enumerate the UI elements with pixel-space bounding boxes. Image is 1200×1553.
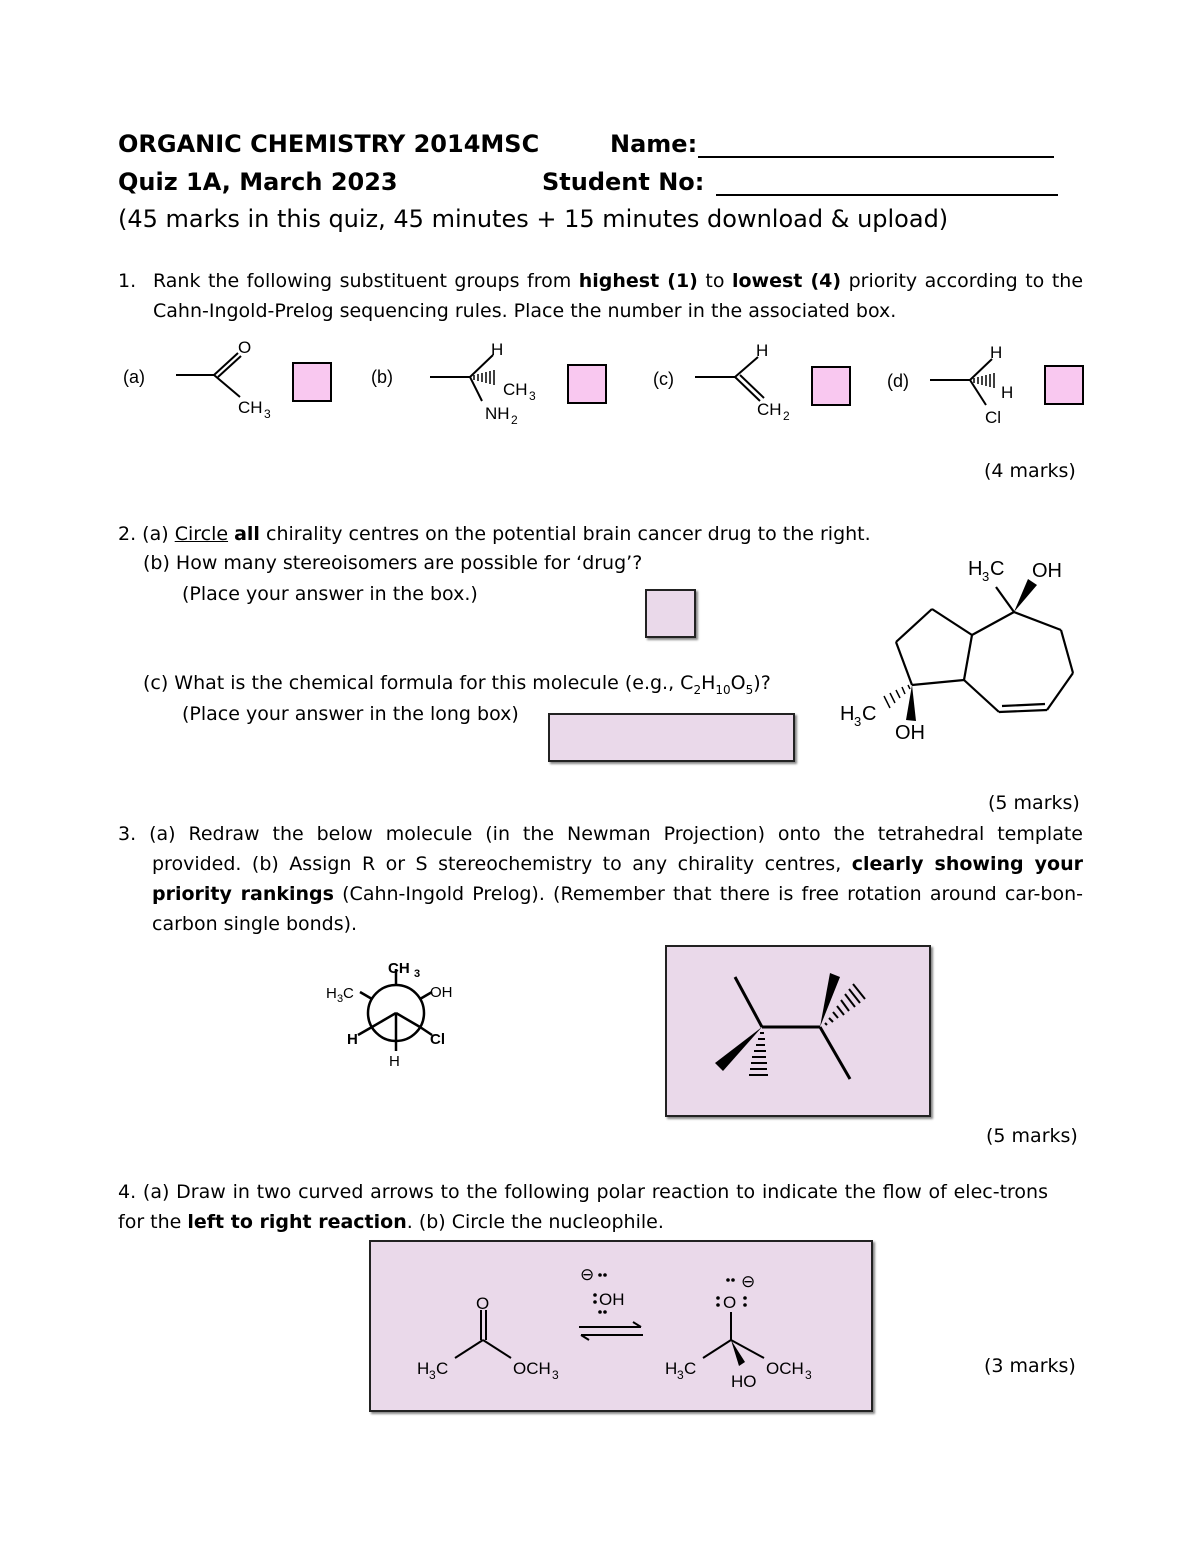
name-label: Name:: [610, 130, 698, 158]
q2-drug-structure: [830, 545, 1090, 755]
q4-marks: (3 marks): [984, 1355, 1076, 1377]
q1b-sub: 3: [529, 389, 536, 403]
q1a-O: O: [238, 338, 252, 357]
course-title: ORGANIC CHEMISTRY 2014MSC: [118, 130, 540, 158]
q2-b-text: (b) How many stereoisomers are possible for ‘drug’?: [143, 552, 643, 574]
drug-bottom-sub: 3: [854, 714, 862, 729]
q4-product-O: O: [723, 1293, 737, 1312]
q1a-sub: 3: [264, 407, 271, 421]
q1-answer-box-a[interactable]: [292, 362, 332, 402]
q2-c-text: (c) What is the chemical formula for this molecule (e.g., $C_2H_{10}O_5$)?: [143, 672, 771, 697]
q1-label-a: (a): [123, 367, 145, 387]
q1-marks: (4 marks): [984, 460, 1076, 482]
q4-ester-OCH-sub: 3: [552, 1368, 559, 1382]
drug-H3C-top-H: H: [968, 558, 983, 580]
q1a-CH: CH: [238, 398, 263, 417]
q1-answer-box-b[interactable]: [567, 364, 607, 404]
q4-hydroxide-charge: ⊖: [580, 1265, 595, 1284]
newman-CH: CH: [388, 960, 410, 977]
q1b-sub2: 2: [511, 413, 518, 427]
q4-ester-C: C: [436, 1359, 449, 1378]
q3-marks: (5 marks): [986, 1125, 1078, 1147]
q1d-H1: H: [990, 343, 1003, 362]
q4-product-charge: ⊖: [741, 1272, 756, 1291]
q4-hydroxide-OH: OH: [599, 1290, 625, 1309]
q1-text: Rank the following substituent groups from highest (1) to lowest (4) priority according to the Cahn-Ingold-Prelog sequencing rules. Place the number in the associated box.: [153, 270, 1084, 322]
q4-product-sub: 3: [677, 1368, 684, 1382]
drug-H3C-bottom-H: H: [840, 703, 855, 725]
q2-formula-box[interactable]: [548, 713, 795, 762]
drug-H3C-top-C: C: [990, 558, 1005, 580]
q1-answer-box-d[interactable]: [1044, 365, 1084, 405]
q2-c-hint: (Place your answer in the long box): [182, 703, 519, 725]
q4-text: 4. (a) Draw in two curved arrows to the following polar reaction to indicate the flow of elec-trons for the left to right reaction. (b) Circle the nucleophile.: [118, 1181, 1048, 1233]
student-no-field[interactable]: [716, 166, 1058, 196]
quiz-title: Quiz 1A, March 2023: [118, 168, 398, 196]
q1c-H: H: [756, 341, 769, 360]
q4-product-OCH: OCH: [766, 1359, 804, 1378]
q2-stereoisomer-box[interactable]: [645, 589, 696, 638]
q1d-H2: H: [1001, 383, 1014, 402]
drug-OH-bottom: OH: [895, 722, 925, 744]
q4-product-OCH-sub: 3: [805, 1368, 812, 1382]
quiz-subtitle: (45 marks in this quiz, 45 minutes + 15 minutes download & upload): [118, 205, 949, 233]
newman-H-bottom: H: [389, 1053, 400, 1070]
q1b-H: H: [491, 340, 504, 359]
q1b-CH: CH: [503, 380, 528, 399]
q4-product-C: C: [684, 1359, 697, 1378]
q4-ester-OCH: OCH: [513, 1359, 551, 1378]
student-no-label: Student No:: [542, 168, 705, 196]
q2-b-hint: (Place your answer in the box.): [182, 583, 478, 605]
q4-product-HO: HO: [731, 1372, 757, 1391]
q4-product-H: H: [665, 1359, 678, 1378]
name-field[interactable]: [698, 128, 1054, 158]
newman-H-left: H: [347, 1031, 358, 1048]
q4-ester-sub: 3: [429, 1368, 436, 1382]
drug-top-sub: 3: [982, 569, 990, 584]
q3-template-skeleton: [665, 945, 931, 1117]
drug-OH-top: OH: [1032, 560, 1062, 582]
q3-text: 3. (a) Redraw the below molecule (in the Newman Projection) onto the tetrahedral template provided. (b) Assign R or S stereochemistry to any chirality centres, clearly showing your priority rankings (Cahn-Ingold Prelog). (Remember that there is free rotation around car-bon-carbon single bonds).: [118, 823, 1083, 935]
q1c-sub2: 2: [783, 409, 790, 423]
q2-marks: (5 marks): [988, 792, 1080, 814]
q1-answer-box-c[interactable]: [811, 366, 851, 406]
q1-label-b: (b): [371, 367, 393, 387]
q2-a-text: 2. (a) Circle all chirality centres on the potential brain cancer drug to the right.: [118, 523, 871, 545]
q1-number: 1.: [118, 270, 137, 292]
q4-ester-O: O: [476, 1294, 490, 1313]
newman-CH-sub: 3: [414, 968, 421, 980]
newman-Cl: Cl: [430, 1031, 445, 1048]
q4-reaction-scheme: [369, 1240, 873, 1412]
q4-ester-H: H: [417, 1359, 430, 1378]
newman-OH: OH: [430, 984, 453, 1001]
newman-H3C-sub: 3: [337, 993, 344, 1005]
q1b-NH: NH: [485, 404, 510, 423]
newman-H3C-C: C: [343, 985, 354, 1002]
drug-H3C-bottom-C: C: [862, 703, 877, 725]
newman-H3C-H: H: [326, 985, 337, 1002]
q1-label-d: (d): [887, 371, 909, 391]
q1-label-c: (c): [653, 369, 674, 389]
q1d-Cl: Cl: [985, 408, 1002, 427]
q1c-CH: CH: [757, 400, 782, 419]
q3-newman-projection: [320, 955, 470, 1075]
